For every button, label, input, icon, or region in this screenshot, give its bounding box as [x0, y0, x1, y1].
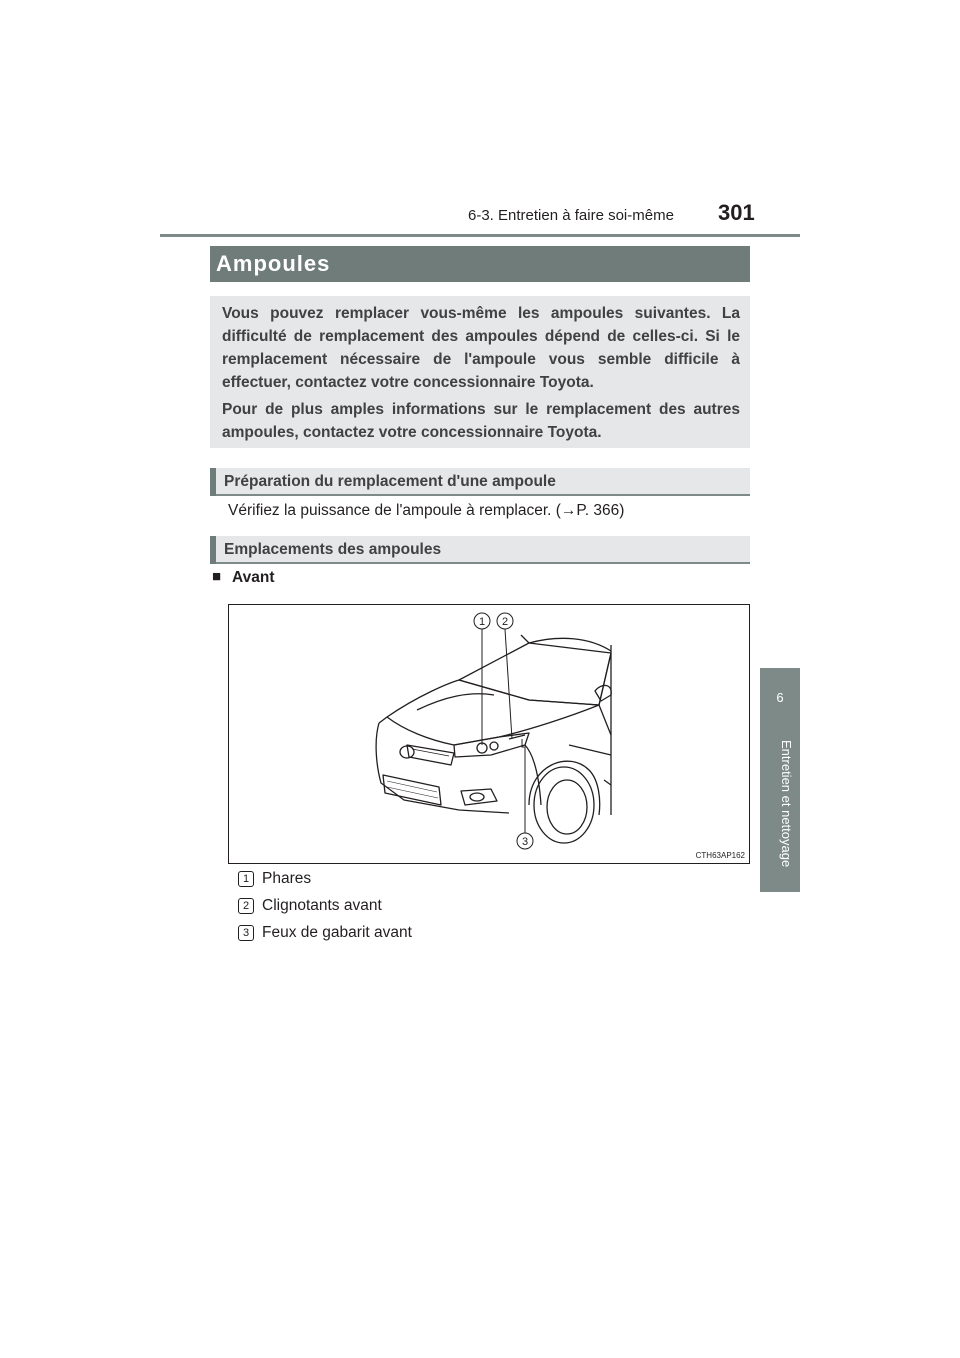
- legend-number-2: 2: [238, 898, 254, 914]
- section-heading-marker: [210, 536, 216, 564]
- chapter-number: 6: [776, 690, 784, 705]
- section-heading-preparation: Préparation du remplacement d'une ampoule: [224, 473, 556, 490]
- subheading-bullet: ■: [212, 568, 222, 585]
- section-heading-marker: [210, 468, 216, 496]
- running-header-section: 6-3. Entretien à faire soi-même: [468, 207, 674, 224]
- car-drawing: [229, 605, 749, 863]
- subheading-front: Avant: [232, 569, 275, 586]
- section-heading-locations: Emplacements des ampoules: [224, 541, 442, 558]
- legend-label-3: Feux de gabarit avant: [262, 924, 412, 941]
- legend-number-1: 1: [238, 871, 254, 887]
- intro-paragraph-2: Pour de plus amples informations sur le remplacement des autres ampoules, contactez votre concessionnaire Toyota.: [222, 401, 740, 441]
- legend-label-2: Clignotants avant: [262, 897, 382, 914]
- header-rule: [160, 234, 800, 237]
- legend-number-3: 3: [238, 925, 254, 941]
- page-title: Ampoules: [216, 251, 331, 276]
- page-number: 301: [718, 200, 755, 225]
- figure-code: CTH63AP162: [695, 851, 745, 860]
- car-front-illustration: [228, 604, 750, 864]
- preparation-text: Vérifiez la puissance de l'ampoule à remplacer. (→P. 366): [228, 502, 625, 519]
- intro-paragraph-1: Vous pouvez remplacer vous-même les ampoules suivantes. La difficulté de remplacement des ampoules dépend de celles-ci. Si le remplacement nécessaire de l'ampoule vous semble difficile à effectuer, contactez votre concessionnaire Toyota.: [222, 305, 740, 391]
- callout-1-label: 1: [478, 616, 486, 628]
- callout-3-label: 3: [521, 836, 529, 848]
- chapter-label: Entretien et nettoyage: [779, 740, 794, 868]
- callout-2-label: 2: [501, 616, 509, 628]
- legend-label-1: Phares: [262, 870, 312, 887]
